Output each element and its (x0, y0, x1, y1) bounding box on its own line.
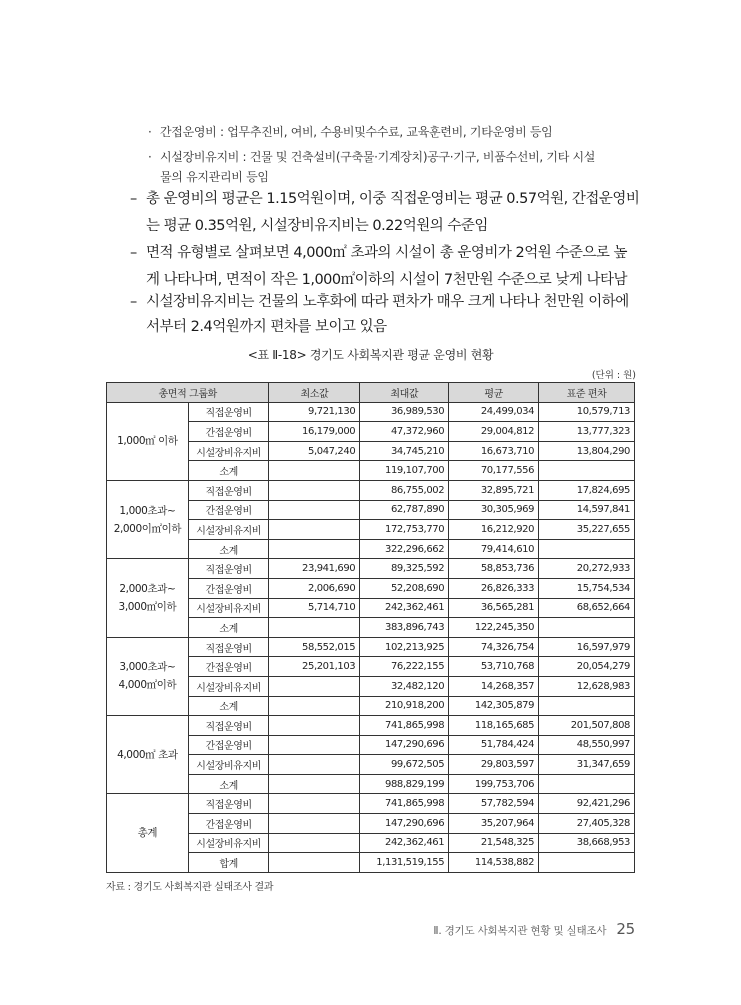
cost-category-cell: 시설장비유지비 (188, 520, 269, 540)
value-cell: 119,107,700 (360, 461, 449, 481)
value-cell: 383,896,743 (360, 618, 449, 638)
dash-icon: – (130, 191, 137, 207)
value-cell (539, 461, 635, 481)
value-cell: 29,004,812 (449, 422, 539, 442)
value-cell: 68,652,664 (539, 598, 635, 618)
value-cell: 13,777,323 (539, 422, 635, 442)
value-cell: 322,296,662 (360, 539, 449, 559)
cost-category-cell: 시설장비유지비 (188, 833, 269, 853)
cost-category-cell: 소계 (188, 696, 269, 716)
dash-icon: – (130, 294, 137, 310)
header-min: 최소값 (269, 383, 360, 403)
group-label: 1,000초과~ 2,000이㎡이하 (107, 480, 189, 558)
value-cell (269, 735, 360, 755)
group-label: 4,000㎡ 초과 (107, 716, 189, 794)
value-cell: 201,507,808 (539, 716, 635, 736)
value-cell (269, 716, 360, 736)
value-cell: 36,565,281 (449, 598, 539, 618)
value-cell (269, 480, 360, 500)
value-cell: 17,824,695 (539, 480, 635, 500)
value-cell: 38,668,953 (539, 833, 635, 853)
value-cell: 741,865,998 (360, 716, 449, 736)
value-cell (269, 539, 360, 559)
cost-category-cell: 직접운영비 (188, 480, 269, 500)
value-cell: 29,803,597 (449, 755, 539, 775)
cost-category-cell: 시설장비유지비 (188, 598, 269, 618)
dash-item-3: – 시설장비유지비는 건물의 노후화에 따라 편차가 매우 크게 나타나 천만원 이하에 (130, 289, 650, 316)
value-cell (269, 755, 360, 775)
value-cell: 5,047,240 (269, 441, 360, 461)
value-cell: 1,131,519,155 (360, 853, 449, 873)
value-cell: 47,372,960 (360, 422, 449, 442)
dash-item-2-cont: 게 나타나며, 면적이 작은 1,000㎡이하의 시설이 7천만원 수준으로 낮게 나타남 (146, 272, 628, 288)
page-number: 25 (616, 920, 635, 938)
value-cell (269, 500, 360, 520)
value-cell: 172,753,770 (360, 520, 449, 540)
value-cell: 35,227,655 (539, 520, 635, 540)
value-cell (269, 676, 360, 696)
value-cell: 210,918,200 (360, 696, 449, 716)
value-cell: 20,054,279 (539, 657, 635, 677)
cost-category-cell: 시설장비유지비 (188, 676, 269, 696)
table-header-row (107, 383, 635, 403)
cost-category-cell: 직접운영비 (188, 402, 269, 422)
value-cell: 52,208,690 (360, 578, 449, 598)
value-cell (269, 853, 360, 873)
value-cell: 5,714,710 (269, 598, 360, 618)
dash-item-1-cont: 는 평균 0.35억원, 시설장비유지비는 0.22억원의 수준임 (146, 218, 488, 234)
header-area-group: 총면적 그룹화 (107, 383, 269, 403)
value-cell (539, 696, 635, 716)
table-row (107, 480, 635, 500)
value-cell: 70,177,556 (449, 461, 539, 481)
value-cell (269, 618, 360, 638)
value-cell: 24,499,034 (449, 402, 539, 422)
value-cell: 12,628,983 (539, 676, 635, 696)
value-cell: 122,245,350 (449, 618, 539, 638)
value-cell: 13,804,290 (539, 441, 635, 461)
value-cell: 57,782,594 (449, 794, 539, 814)
value-cell: 16,673,710 (449, 441, 539, 461)
table-caption: <표 Ⅱ-18> 경기도 사회복지관 평균 운영비 현황 (247, 348, 494, 362)
header-std: 표준 편차 (539, 383, 635, 403)
value-cell: 147,290,696 (360, 814, 449, 834)
cost-category-cell: 간접운영비 (188, 814, 269, 834)
value-cell (269, 520, 360, 540)
value-cell: 86,755,002 (360, 480, 449, 500)
value-cell (269, 794, 360, 814)
value-cell: 16,179,000 (269, 422, 360, 442)
value-cell: 10,579,713 (539, 402, 635, 422)
value-cell: 74,326,754 (449, 637, 539, 657)
cost-category-cell: 간접운영비 (188, 422, 269, 442)
value-cell (269, 814, 360, 834)
cost-category-cell: 직접운영비 (188, 794, 269, 814)
cost-category-cell: 시설장비유지비 (188, 441, 269, 461)
cost-category-cell: 소계 (188, 461, 269, 481)
value-cell (269, 696, 360, 716)
value-cell: 242,362,461 (360, 833, 449, 853)
operating-cost-table (106, 382, 635, 873)
value-cell: 89,325,592 (360, 559, 449, 579)
value-cell: 76,222,155 (360, 657, 449, 677)
cost-category-cell: 간접운영비 (188, 657, 269, 677)
sub-item-facility-cost-cont: 물의 유지관리비 등임 (160, 170, 269, 184)
value-cell: 58,552,015 (269, 637, 360, 657)
value-cell: 79,414,610 (449, 539, 539, 559)
cost-category-cell: 직접운영비 (188, 559, 269, 579)
cost-category-cell: 합계 (188, 853, 269, 873)
dash-item-3-cont: 서부터 2.4억원까지 편차를 보이고 있음 (146, 319, 387, 335)
sub-item-indirect-cost: · 간접운영비 : 업무추진비, 여비, 수용비및수수료, 교육훈련비, 기타운영비 등임 (148, 125, 553, 139)
value-cell: 58,853,736 (449, 559, 539, 579)
bullet-dot-icon: · (148, 150, 152, 164)
header-max: 최대값 (360, 383, 449, 403)
cost-category-cell: 간접운영비 (188, 735, 269, 755)
cost-category-cell: 소계 (188, 539, 269, 559)
value-cell: 23,941,690 (269, 559, 360, 579)
value-cell: 118,165,685 (449, 716, 539, 736)
cost-category-cell: 직접운영비 (188, 716, 269, 736)
page-footer (433, 920, 635, 938)
value-cell: 35,207,964 (449, 814, 539, 834)
table-unit: (단위 : 원) (591, 370, 636, 381)
table-row (107, 402, 635, 422)
value-cell: 16,212,920 (449, 520, 539, 540)
value-cell: 142,305,879 (449, 696, 539, 716)
value-cell: 147,290,696 (360, 735, 449, 755)
value-cell: 53,710,768 (449, 657, 539, 677)
value-cell: 32,895,721 (449, 480, 539, 500)
value-cell: 25,201,103 (269, 657, 360, 677)
header-mean: 평균 (449, 383, 539, 403)
value-cell: 741,865,998 (360, 794, 449, 814)
value-cell: 14,268,357 (449, 676, 539, 696)
cost-category-cell: 간접운영비 (188, 578, 269, 598)
value-cell: 34,745,210 (360, 441, 449, 461)
value-cell: 48,550,997 (539, 735, 635, 755)
group-label: 1,000㎡ 이하 (107, 402, 189, 480)
sub-item-facility-cost: · 시설장비유지비 : 건물 및 건축설비(구축물·기계장치)공구·기구, 비품수선비, 기타 시설 (148, 150, 596, 164)
cost-category-cell: 시설장비유지비 (188, 755, 269, 775)
table-source: 자료 : 경기도 사회복지관 실태조사 결과 (106, 882, 274, 893)
bullet-dot-icon: · (148, 125, 152, 139)
value-cell: 199,753,706 (449, 774, 539, 794)
value-cell (539, 618, 635, 638)
value-cell: 114,538,882 (449, 853, 539, 873)
value-cell (539, 853, 635, 873)
cost-category-cell: 간접운영비 (188, 500, 269, 520)
value-cell (539, 539, 635, 559)
footer-section-title: Ⅱ. 경기도 사회복지관 현황 및 실태조사 (433, 925, 607, 937)
value-cell: 92,421,296 (539, 794, 635, 814)
dash-item-2: – 면적 유형별로 살펴보면 4,000㎡ 초과의 시설이 총 운영비가 2억원 수준으로 높 (130, 240, 650, 267)
value-cell: 51,784,424 (449, 735, 539, 755)
value-cell: 102,213,925 (360, 637, 449, 657)
value-cell: 26,826,333 (449, 578, 539, 598)
value-cell: 15,754,534 (539, 578, 635, 598)
value-cell: 32,482,120 (360, 676, 449, 696)
value-cell: 20,272,933 (539, 559, 635, 579)
value-cell: 27,405,328 (539, 814, 635, 834)
value-cell: 36,989,530 (360, 402, 449, 422)
dash-item-1: – 총 운영비의 평균은 1.15억원이며, 이중 직접운영비는 평균 0.57억원, 간접운영비 (130, 186, 650, 213)
value-cell: 2,006,690 (269, 578, 360, 598)
group-label: 총계 (107, 794, 189, 872)
value-cell: 14,597,841 (539, 500, 635, 520)
cost-category-cell: 소계 (188, 618, 269, 638)
value-cell: 242,362,461 (360, 598, 449, 618)
value-cell (539, 774, 635, 794)
value-cell (269, 833, 360, 853)
value-cell (269, 774, 360, 794)
value-cell: 62,787,890 (360, 500, 449, 520)
value-cell: 21,548,325 (449, 833, 539, 853)
dash-icon: – (130, 245, 137, 261)
table-row (107, 559, 635, 579)
value-cell: 9,721,130 (269, 402, 360, 422)
cost-category-cell: 직접운영비 (188, 637, 269, 657)
value-cell: 31,347,659 (539, 755, 635, 775)
value-cell (269, 461, 360, 481)
cost-category-cell: 소계 (188, 774, 269, 794)
value-cell: 16,597,979 (539, 637, 635, 657)
group-label: 2,000초과~ 3,000㎡이하 (107, 559, 189, 637)
table-body (107, 402, 635, 872)
group-label: 3,000초과~ 4,000㎡이하 (107, 637, 189, 715)
value-cell: 30,305,969 (449, 500, 539, 520)
table-row (107, 716, 635, 736)
value-cell: 99,672,505 (360, 755, 449, 775)
table-row (107, 794, 635, 814)
value-cell: 988,829,199 (360, 774, 449, 794)
table-row (107, 637, 635, 657)
